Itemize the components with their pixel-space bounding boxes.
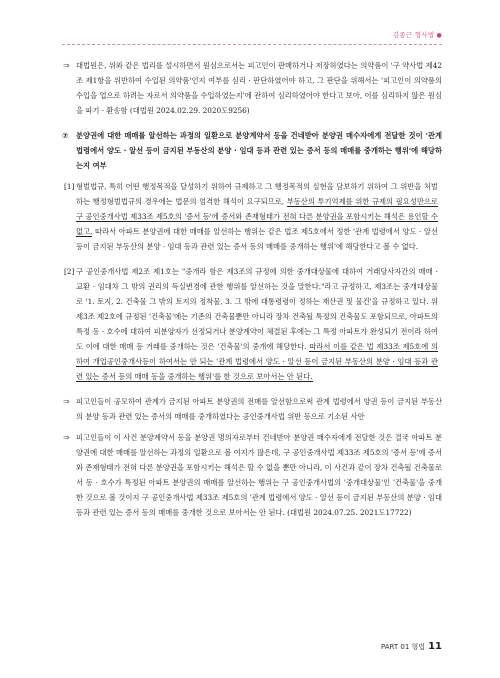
arrow-icon: ⇒: [63, 397, 70, 406]
holding-paragraph-2: [2] 구 공인중개사법 제2조 제1호는 "중개라 함은 제3조의 규정에 의한 중개대상물에 대하여 거래당사자간의 매매 · 교환 · 임대차 그 밖의 권리의 득실변경에 관한 행위를 알선하는 것을 말한다."라고 규정하고, 제3조는 중개대상물로 '1. 토지, 2. 건축물 그 밖의 토지의 정착물, 3. 그 밖에 대통령령이 정하는 재산권 및 물건'을 규정하고 있다. 위 제3조 제2호에 규정된 '건축물'에는 기존의 건축물뿐만 아니라 장차 건축될 특정의 건축물도 포함되므로, 아파트의 특정 동 · 호수에 대하여 피분양자가 선정되거나 분양계약이 체결된 후에는 그 특정 아파트가 완성되기 전이라 하여도 이에 대한 매매 등 거래를 중개하는 것은 '건축물'의 중개에 해당한다. 따라서 이를 같은 법 제33조 제5호에 의하여 개업공인중개사등이 하여서는 안 되는 '관계 법령에서 양도 · 알선 등이 금지된 부동산의 분양 · 임대 등과 관련 있는 증서 등의 매매 등을 중개하는 행위'를 한 것으로 보아서는 안 된다.: [62, 264, 442, 384]
arrow-icon: ⇒: [63, 433, 70, 442]
page-number: 11: [428, 641, 442, 652]
note-paragraph-2: ⇒ 피고인들이 공모하여 관계가 금지된 아파트 분양권의 전매를 알선함으로써 관계 법령에서 양권 등이 금지된 부동산의 분양 등과 관련 있는 증서의 매매를 중개하였다는 공인중개사법 위반 등으로 기소된 사안: [62, 394, 442, 424]
note-paragraph-3: ⇒ 피고인들이 이 사건 분양계약서 등을 분양권 명의자로부터 건네받아 분양권 매수자에게 전달한 것은 결국 아파트 분양권에 대한 매매를 알선하는 과정의 일환으로 볼 여지가 많은데, 구 공인중개사법 제33조 제5호의 '증서 등'에 증서와 존재형태가 전혀 다른 분양권을 포함시키는 해석은 할 수 없을 뿐만 아니라, 이 사건과 같이 장차 건축될 건축물로서 동 · 호수가 특정된 아파트 분양권의 매매를 알선하는 행위는 구 공인중개사법의 '중개대상물'인 '건축물'을 중개한 것으로 볼 것이지 구 공인중개사법 제33조 제5호의 '관계 법령에서 양도 · 알선 등이 금지된 부동산의 분양 · 임대 등과 관련 있는 증서 등의 매매를 중개한 것으로 보아서는 안 된다. (대법원 2024.07.25. 2021도17722): [62, 430, 442, 520]
page-header: [62, 30, 442, 45]
holding-marker: [1]: [64, 182, 75, 191]
header-section-label: 김종근 형사법 ●: [392, 31, 442, 39]
footer-part-label: PART 01 형법: [381, 643, 426, 651]
header-dot-icon: ●: [436, 32, 442, 39]
page-footer: [381, 641, 442, 652]
item-number: ⑦: [62, 131, 69, 140]
page-content: [62, 58, 442, 520]
underlined-text: 부동산의 투기억제를 위한 규제의 필요성만으로 구 공인중개사법 제33조 제5호의 '증서 등'에 증서와 존재형태가 전혀 다른 분양권을 포함시키는 해석은 용인할 수 없고,: [76, 197, 438, 236]
holding-paragraph-1: [1] 형벌법규, 특히 어떤 행정목적을 달성하기 위하여 규제하고 그 행정목적의 실현을 담보하기 위하여 그 위반을 처벌하는 행정형벌법규의 경우에는 법문의 엄격한 해석이 요구되므로, 부동산의 투기억제를 위한 규제의 필요성만으로 구 공인중개사법 제33조 제5호의 '증서 등'에 증서와 존재형태가 전혀 다른 분양권을 포함시키는 해석은 용인할 수 없고, 따라서 아파트 분양권에 대한 매매를 알선하는 행위는 같은 법조 제5호에서 정한 '관계 법령에서 양도 · 알선 등이 금지된 부동산의 분양 · 임대 등과 관련 있는 증서 등의 매매를 중개하는 행위'에 해당한다고 볼 수 없다.: [62, 179, 442, 254]
underlined-text: 따라서 이를 같은 법 제33조 제5호에 의하여 개업공인중개사등이 하여서는 안 되는 '관계 법령에서 양도 · 알선 등이 금지된 부동산의 분양 · 임대 등과 관련 있는 증서 등의 매매 등을 중개하는 행위'를 한 것으로 보아서는 안 된다.: [76, 342, 438, 381]
holding-marker: [2]: [64, 267, 75, 276]
note-paragraph-1: ⇒ 대법원은, 위와 같은 법리를 설시하면서 원심으로서는 피고인이 판매하거나 저장하였다는 의약품이 '구 약사법 제42조 제1항을 위반하여 수입된 의약품'인지 여부를 심리 · 판단하였어야 하고, 그 판단을 위해서는 '피고인이 의약품의 수입을 업으로 하려는 자로서 의약품을 수입하였는지'에 관하여 심리하였어야 한다고 보아, 이를 심리하지 않은 원심을 파기 · 환송함 (대법원 2024.02.29. 2020도9256): [62, 58, 442, 118]
section-heading-7: ⑦ 분양권에 대한 매매를 알선하는 과정의 일환으로 분양계약서 등을 건네받아 분양권 매수자에게 전달한 것이 '관계 법령에서 양도 · 알선 등이 금지된 부동산의 분양 · 임대 등과 관련 있는 증서 등의 매매를 중개하는 행위'에 해당하는지 여부: [62, 128, 442, 173]
arrow-icon: ⇒: [63, 61, 70, 70]
